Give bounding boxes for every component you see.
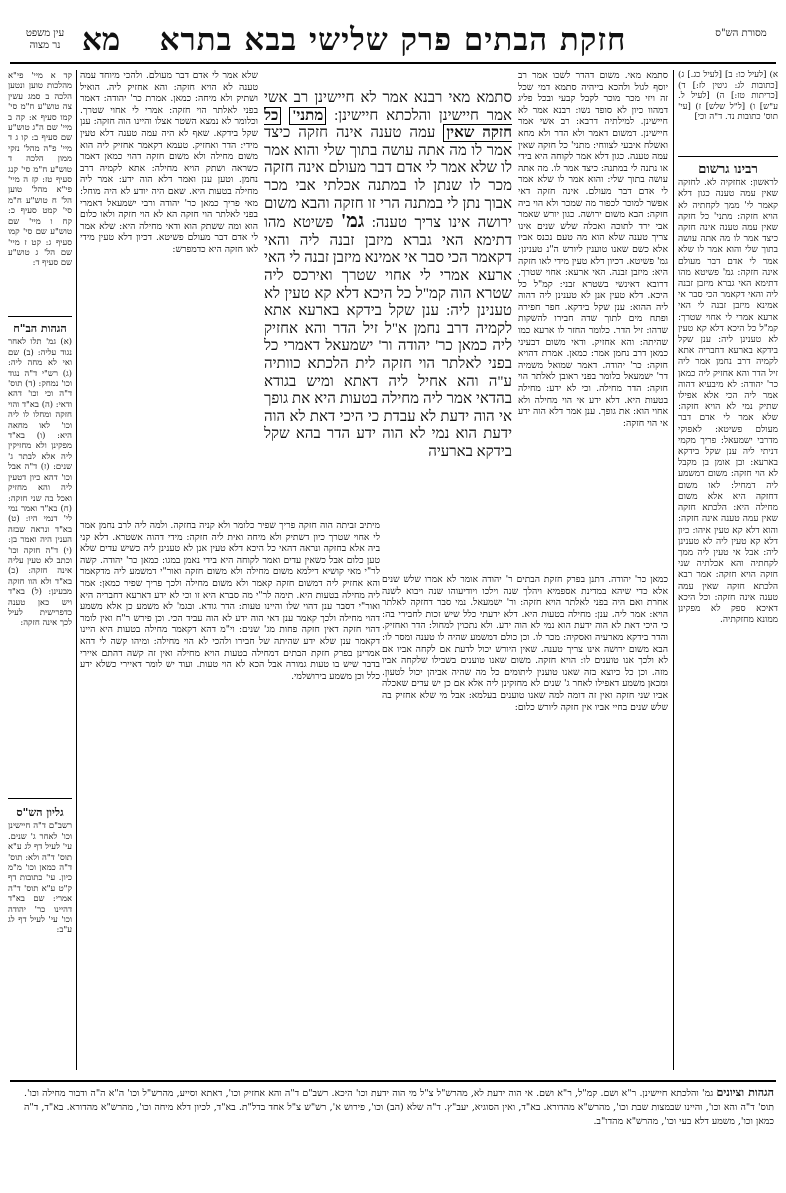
hagahot-habach-text: (א) גמ' תלו לאחר נגוד עליה: (ב) שם ואי לא מחה ליה: (ג) רש"י ד"ה נגוד וכו' נמחק: (ד) תוס' ד"ה וכי וכו' דהא ודאי: (ה) בא"ד והוי חזקה ומחלו לו ליה וכו' לאו מחאה היא: (ו) בא"ד מפקינן ולא מחזיקין ליה אלא לבתר ג' שנים: (ז) ד"ה אבל וכו' דהא כיון דטעין ליה והא מחזיק ואכל בה שני חזקה: (ח) בא"ד ואמר נמי לי' דנמי היו: (ט) בא"ד ונראה שבזה הענין היה ואמר בן: (י) ד"ה חזקה וכו' וכתב לא טעין עליה אינה חזקה: (כ) בא"ד ולא הוו חזקה מבעינן: (ל) בא"ד ויש כאן טענה כדפרישית לעיל לכך אינה חזקה: [8, 336, 72, 628]
ein-mishpat-text: קד א מיי' פי"א מהלכות טוען ונטען הלכה ב סמג עשין צה טוש"ע ח"מ סי' קמו סעיף א: קה ב מיי' שם ה"ג טוש"ע שם סעיף ב: קו ג ד מיי' פ"ה מהל' נזקי ממון הלכה ד טוש"ע ח"מ סי' קנג סעיף טז: קז ה מיי' פי"א מהל' טוען הל' ח טוש"ע ח"מ סי' קמט סעיף כ: קח ו מיי' שם טוש"ע שם סי' קמו סעיף ג: קט ז מיי' שם הל' ג טוש"ע שם סעיף ד: [8, 70, 72, 268]
rashbam-right-text: סתמא מאי. משום דהדר לשכו אמר רב יוסף לגול ולהכא בייהיה סתמא דמי שכל זה ויזי מכר מוכר לקבל קבעי ובכל פליג דמהוו כיון לא סופד נשו: רבנא אמר לא חיישינן. למילתיה דרבא: רב אשי אמר חיישינן. דמשום דאמר ולא הדר ולא מחא ואשלח איבעי לצווחי: מתני' כל חזקה שאין עמה טענה. כגון דלא אמר לקוחה היא בידי או נתנה לי במתנה: כיצד אמר לו. מה אתה עושה בתוך שלי: והוא אמר לו שלא אמר לי אדם דבר מעולם. אינה חזקה דאי אפשר למוכר לכפור מה שמכר ולא הוי ביה חזקה: הבא משום ירושה. כגון יורש שאמר אבי ירד לתוכה ואכלה שלש שנים אינו צריך טענה שלא הוא מה טעם נכנס אביו אלא כשם שאנו טוענין ליורש ה"נ טענינן: גמ' פשיטא. דכיון דלא טעין מידי לאו חזקה היא: מיזבן זבנה. האי ארעא: אחוי שטרך. דרובא דאינשי בשטרא זבני: קמ"ל כל היכא. דלא טעין אנן לא טענינן ליה דהוה ליה ההוא: ענן שקל בידקא. חפר חפירה ופתח מים לתוך שדה חבירו להשקות שדהו: זיל הדר. כלומר החזר לו ארעא כמו שהיתה: והא אחזיק. ודאי משום דבעיני כמאן דרב נחמן אמר: כמאן. אמרת דהויא חזקה: כר' יהודה. דאמר שמואל משמיה דר' ישמעאל כלומר בפני ראובן לאלתר הוי חזקה: הדר מחילה. וכי לא ידע: מחילה בטעות היא. דלא ידע אי הוי מחילה ולא אחוי הוא: את גופך. ענן אמר דלא הוה ידע אי הוי חזקה: [518, 70, 668, 429]
page-number: מא [82, 22, 121, 58]
footer-rule [10, 1080, 776, 1082]
gemara-marker: גמ' [340, 211, 365, 233]
rashbam-bottom-text: כמאן כר' יהודה. דתנן בפרק חזקת הבתים ר' יהודה אומר לא אמרו שלש שנים אלא כדי שיהא במדינת אספמיא ויהלך שנה וילכו ויודיעוהו שנה ויבוא לשנה אחרת ואם היה בפני לאלתר הויא חזקה: ור' ישמעאל. נמי סבר דחזקה לאלתר הויא: אמר ליה. ענן: מחילה בטעות היא. דלא ידעתי כלל שיש זכות לחבירי בה: כי היכי דאת לא הוה ידעת הוא נמי לא הוה ידע. ולא נתכוין למחול: הדר ואחזיק. והדר בידקא מארעיה ואסקיה: מכר לו. וכן כולם דמשמע שהיה לו טענה ומסר לו: הבא משום ירושה אינו צריך טענה. שאין היורש יכול לדעת אם לקחה אביו אם לא ולכך אנו טוענים לו: הויא חזקה. משום שאנו טוענים בשבילו שלקחה אביו מזה. וכן כל כיוצא בזה שאנו טוענין ליתומים כל מה שהיה אביהן יכול לטעון. ומכאן משמע דאפילו לאחר ג' שנים לא מחזקינן ליה אלא אם כן יש עדים שאכלה אביו שני חזקה ואין זה דומה למה שאנו טוענים בעלמא: אבל מי שלא אחזיק בה שלש שנים בחיי אביו אין חזקה ליורש כלום: [382, 574, 668, 713]
footer-notes [24, 1086, 774, 1146]
rashbam-left-column [80, 70, 258, 570]
footer-text: גמ' והלכתא חיישינן. ר"א ושם. קמ"ל, ר"א ושם. אי הוה ידעת לא, מהרש"ל צ"ל מי הוה ידעת וכו' היכא. רשב"ם ד"ה והא אחזיק וכו', דאתא וסייע, מהרש"ל וכו' ה"א ה"ה ודבור מחילה וכו'. תוס' ד"ה והא וכו', והיינו שבמצות שבת וכו', מהרש"א מהדורא. בא"ד, ואין הסוגיא, יעב"ץ. ד"ה שלא (הב) וכו', פירוש א', רש"ש צ"ל אחד בדל"ת. בא"ד, לכיון דלא מיחה וכו', מהרש"א מהדורא. בא"ד, ד"ה כמאן וכו', משמע דלא בעי וכו', מהרש"א מהדו"ב. [24, 1088, 774, 1127]
ein-mishpat-label [10, 28, 80, 52]
rabbeinu-gershom-heading: רבינו גרשום [698, 162, 758, 177]
tosafot-column [80, 520, 380, 1080]
gemara-halacha: והלכתא חיישינן: [334, 107, 432, 124]
hagahot-habach-column [8, 322, 72, 792]
gilyon-text: רשב"ם ד"ה חיישינן וכו' לאחר ג' שנים. עי' לעיל דף לג ע"א תוס' ד"ה ולא: תוס' ד"ה כמאן וכו' מ"מ כיון. עי' כתובות דף ק"ט ע"א תוס' ד"ה אמרי: שם בא"ד דהיינו כר' יהודה וכו' עי' לעיל דף לג ע"ב: [8, 820, 72, 935]
gemara-paragraph [264, 90, 512, 461]
right-column-rule [673, 70, 674, 1070]
gilyon-rule [8, 798, 72, 799]
mishnah-marker: מתני' [289, 107, 326, 125]
left-column-rule [76, 70, 77, 1070]
page-title: חזקת הבתים פרק שלישי בבא בתרא [159, 22, 627, 58]
ein-mishpat-label-line1: עין משפט [25, 28, 65, 39]
ein-mishpat-label-line2: נר מצוה [29, 40, 61, 51]
tosafot-text: מיתיב זביתה הוה חזקה פריך שפיר כלומר ולא קניה בחזקה. ולמה ליה לרב נחמן אמר לי אחוי שטרך כיון דשתיק ולא מיחה ואית ליה חזקה: מידי דהוה אשטרא. דלא קני ביה אלא בחזקה ונראה דהאי כל היכא דלא טעין אנן לא טענינן ליה כשיש עדים שלא טען כלום אבל כשאין עדים ואמר לקוחה היא בידי נאמן במגו: כמאן כר' יהודה. קשה לר"י מאי קושיא דילמא משום מחילה ולא משום חזקה ואור"י דמשמע ליה מדקאמר והא אחזיק ליה דמשום חזקה קאמר ולא משום מחילה ולכך פריך שפיר כמאן: אמר ליה מחילה בטעות היא. תימה לר"י מה סברא היא זו וכי לא ידע דארעא דחבריה היא ואור"י דסבר ענן דהוי שלו והיינו טעות: הדר גודא. ובגמ' לא משמע כן אלא משמע דהוי מחילה ולכך קאמר ענן דאי הוה ידע לא הוה עביד הכי. וכן פירש ר"ח ואין לומר דהוי חזקה דאין חזקה פחות מג' שנים: וי"מ דהא דקאמר מחילה בטעות היא היינו דקאמר ענן שלא ידע שהיתה של חבירו ולהכי לא הוי מחילה: ומיהו קשה לי דהא אמרינן בפרק חזקת הבתים דמחילה בטעות הויא מחילה ואין זה קשה דהתם איירי בדבר שיש בו טעות גמורה אבל הכא לא הוי טעות. ועוד יש לומר דאיירי כשלא ידע כלל וכן משמע בירושלמי. [80, 520, 380, 682]
masoret-label: מסורת הש"ס [715, 28, 767, 39]
masoret-rule [678, 156, 778, 157]
gilyon-hashas-column [8, 806, 72, 1066]
footer-label: הגהות וציונים [716, 1086, 774, 1099]
masoret-hashas [678, 70, 778, 150]
header-rule [10, 62, 776, 64]
masoret-text: א) [לעיל כו: ב] [לעיל כג.] ג) [כתובות לג: גיטין לז:] ד) [כריתות טז:] ה) [לעיל ל. ע"ש] ו) [ל"ל שלש] ז) [עי' תוס' כתובות נד. ד"ה וכי] [678, 70, 778, 123]
gemara-text: פשיטא מהו דתימא האי גברא מיזבן זבנה ליה והאי דקאמר הכי סבר אי אמינא מיזבן זבנה לי האי ארעא אמרי לי אחוי שטרך ואירכס ליה שטרא הוה קמ"ל כל היכא דלא קא טעין לא טענינן ליה: ענן שקל בידקא בארעא אתא לקמיה דרב נחמן א"ל זיל הדר והא אחזיק ליה כמאן כר' יהודה ור' ישמעאל דאמרי כל בפני לאלתר הוי חזקה לית הלכתא כוותיה ע"ה והא אחיל ליה דאתא ומיש בגודא בהדאי אמר ליה מחילה בטעות היא את גופך אי הוה ידעת לא עבדת כי היכי דאת לא הוה ידעת הוא נמי לא הוה ידע הדר בהא שקל בידקא בארעיה [264, 215, 512, 460]
ein-mishpat-column [8, 70, 72, 310]
page-header [10, 20, 776, 68]
rabbeinu-gershom-text: לראשון: אחזקיה לא. לחזקה שאין עמה טענה כגון דלא קאמר לי' ממך לקחתיה לא הויא חזקה: מתני' כל חזקה שאין עמה טענה אינה חזקה כיצד אמר לו מה אתה עושה בתוך שלי והוא אמר לו שלא אמר לי אדם דבר מעולם אינה חזקה: גמ' פשיטא מהו דתימא האי גברא מיזבן זבנה ליה והאי דקאמר הכי סבר אי אמינא מיזבן זבנה לי האי ארעא אמרי לי אחוי שטרך: קמ"ל כל היכא דלא קא טעין לא טענינן ליה: ענן שקל בידקא בארעא דחבריה אתא לקמיה דרב נחמן אמר ליה זיל הדר והא אחזיק ליה כמאן כר' יהודה: לא מיבעיא דהוה אמר ליה הכי אלא אפילו שתיק נמי לא הויא חזקה: שלא אמר לי אדם דבר מעולם פשיטא: לאפוקי מדרבי ישמעאל: פריך מקמי דניתי ליה ענן שקל בידקא בארעא: ובן אומן בן מקבל לא הוי חזקה: משום דמשמע ליה דמחיל: לאו משום דחזקה היא אלא משום מחילה היא: הלכתא חזקה שאין עמה טענה אינה חזקה: והוא דלא קא טעין איהו: כיון דלא קא טעין ליה לא טענינן ליה: אבל אי טעין ליה ממך לקחתיה והא אכלתיה שני חזקה הויא חזקה: אמר רבא הלכתא חזקה שאין עמה טענה אינה חזקה: וכל היכא דאיכא ספק לא מפקינן ממונא מחזקתיה. [678, 178, 778, 626]
rashbam-bottom-column [382, 574, 668, 1079]
gilyon-heading: גליון הש"ס [16, 806, 64, 819]
gemara-main-text [264, 90, 512, 510]
mishnah-text: עמה טענה אינה חזקה כיצד אמר לו מה אתה עושה בתוך שלי והוא אמר לו שלא אמר לי אדם דבר מעולם אינה חזקה מכר לו שנתן לו במתנה אכלתי אבי מכר אבוך נתן לי במתנה הרי זו חזקה והבא משום ירושה אינו צריך טענה: [264, 125, 512, 232]
hagahot-habach-heading: הגהות הב"ח [13, 322, 67, 335]
gemara-opening: סתמא מאי רבנא אמר לא חיישינן רב אשי אמר חיישינן [264, 90, 512, 124]
rashbam-left-text: שלא אמר לי אדם דבר מעולם. ולהכי מיוחד עמה טענה לא הויא חזקה: והא אחזיק ליה. הואיל ושתיק ולא מיחה: כמאן. אמרת כר' יהודה: דאמר בפני לאלתר הוי חזקה: אמרי לי אחוי שטרך. וכלומר לא נמצא השטר אצלו והיינו הוה חזקה: ענן שקל בידקא. שאף לא היה עמה טענה דלא טעין מידי: הדר ואחזיק. טעמא דקאמר אחזיק ליה הוא משום מחילה ולא משום חזקה דהוי כמאן דאמר כשראה ושתק הויא מחילה: אתא לקמיה דרב נחמן. וטען ענן ואמר דלא הוה ידע: אמר ליה מחילה בטעות היא. שאם היה יודע לא היה מוחל: מאי פריך כמאן כר' יהודה ורבי ישמעאל דאמרי בפני לאלתר הוי חזקה הא לא הוי חזקה ולאו כלום הוא ומה ששתק הוא ודאי מחילה היא: שלא אמר לי אדם דבר מעולם פשיטא. דכיון דלא טעין מידי לאו חזקה היא כדמפרש: [80, 70, 258, 255]
rashbam-right-column [518, 70, 668, 570]
ein-mishpat-rule [8, 316, 72, 317]
rabbeinu-gershom-column [678, 160, 778, 1065]
mishnah-lead: כל חזקה שאין [264, 107, 512, 142]
